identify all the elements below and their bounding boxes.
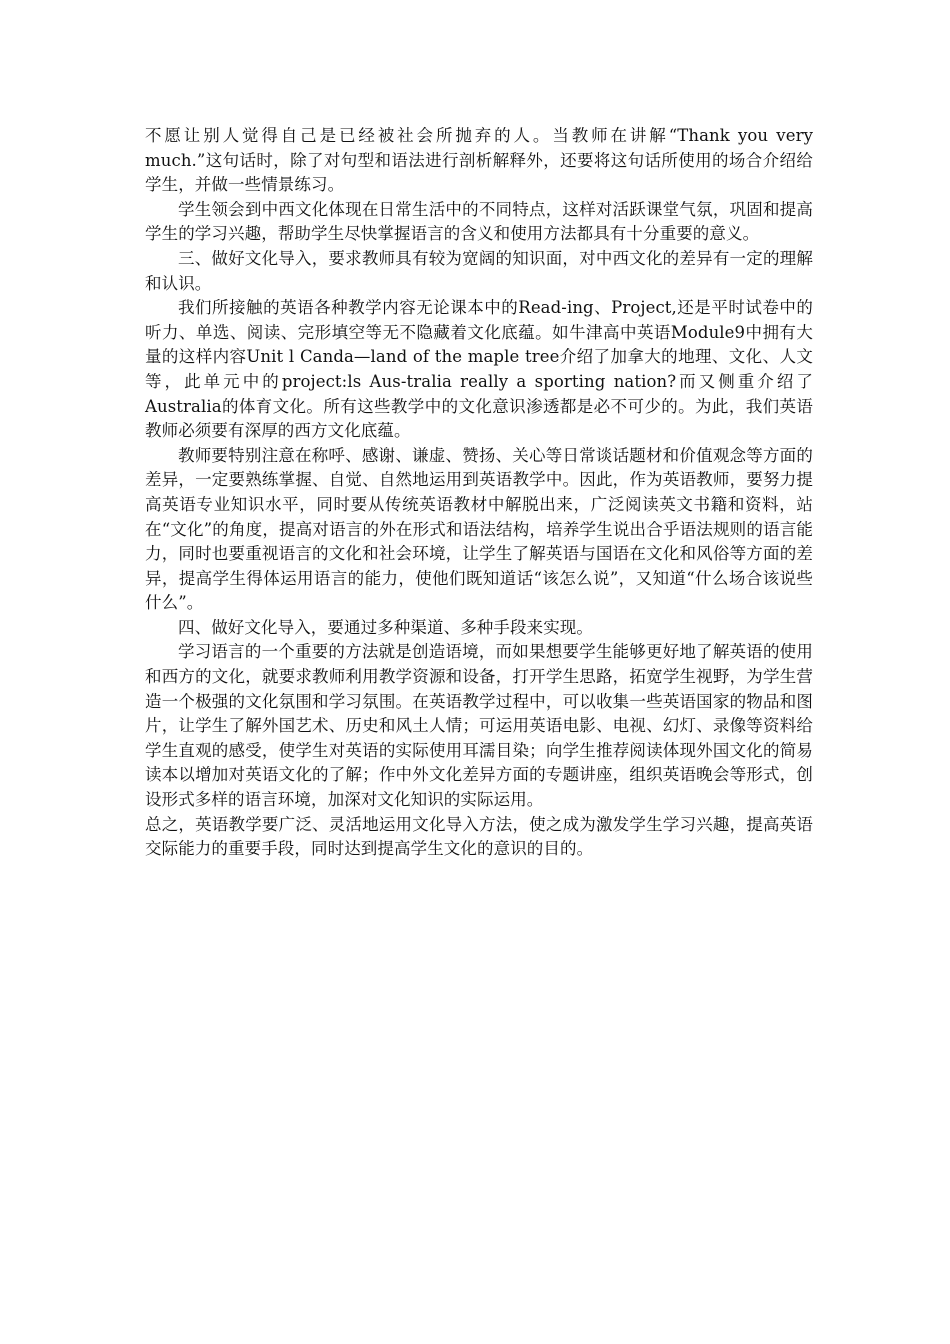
paragraph-7: 学习语言的一个重要的方法就是创造语境，而如果想要学生能够更好地了解英语的使用和西方的文化，就要求教师利用教学资源和设备，打开学生思路，拓宽学生视野，为学生营造一个极强的文化氛围和学习氛围。在英语教学过程中，可以收集一些英语国家的物品和图片，让学生了解外国艺术、历史和风土人情；可运用英语电影、电视、幻灯、录像等资料给学生直观的感受，使学生对英语的实际使用耳濡目染；向学生推荐阅读体现外国文化的简易读本以增加对英语文化的了解；作中外文化差异方面的专题讲座，组织英语晚会等形式，创设形式多样的语言环境，加深对文化知识的实际运用。 xyxy=(145,642,813,810)
paragraph-2: 学生领会到中西文化体现在日常生活中的不同特点，这样对活跃课堂气氛，巩固和提高学生的学习兴趣，帮助学生尽快掌握语言的含义和使用方法都具有十分重要的意义。 xyxy=(145,199,813,244)
document-body xyxy=(145,124,813,862)
paragraph-5: 教师要特别注意在称呼、感谢、谦虚、赞扬、关心等日常谈话题材和价值观念等方面的差异，一定要熟练掌握、自觉、自然地运用到英语教学中。因此，作为英语教师，要努力提高英语专业知识水平，同时要从传统英语教材中解脱出来，广泛阅读英文书籍和资料，站在“文化”的角度，提高对语言的外在形式和语法结构，培养学生说出合乎语法规则的语言能力，同时也要重视语言的文化和社会环境，让学生了解英语与国语在文化和风俗等方面的差异，提高学生得体运用语言的能力，使他们既知道话“该怎么说”，又知道“什么场合该说些什么”。 xyxy=(145,445,813,613)
paragraph-6: 四、做好文化导入，要通过多种渠道、多种手段来实现。 xyxy=(178,617,593,637)
paragraph-1: 不愿让别人觉得自己是已经被社会所抛弃的人。当教师在讲解“Thank you very much.”这句话时，除了对句型和语法进行剖析解释外，还要将这句话所使用的场合介绍给学生，并做一些情景练习。 xyxy=(145,126,813,195)
paragraph-8: 总之，英语教学要广泛、灵活地运用文化导入方法，使之成为激发学生学习兴趣，提高英语交际能力的重要手段，同时达到提高学生文化的意识的目的。 xyxy=(145,814,813,859)
paragraph-4: 我们所接触的英语各种教学内容无论课本中的Read-ing、Project,还是平时试卷中的听力、单选、阅读、完形填空等无不隐藏着文化底蕴。如牛津高中英语Module9中拥有大量的这样内容Unit l Canda—land of the maple tree介绍了加拿大的地理、文化、人文等，此单元中的project:ls Aus-tralia really a sporting nation?而又侧重介绍了Australia的体育文化。所有这些教学中的文化意识渗透都是必不可少的。为此，我们英语教师必须要有深厚的西方文化底蕴。 xyxy=(145,298,813,441)
paragraph-3: 三、做好文化导入，要求教师具有较为宽阔的知识面，对中西文化的差异有一定的理解和认识。 xyxy=(145,248,813,293)
